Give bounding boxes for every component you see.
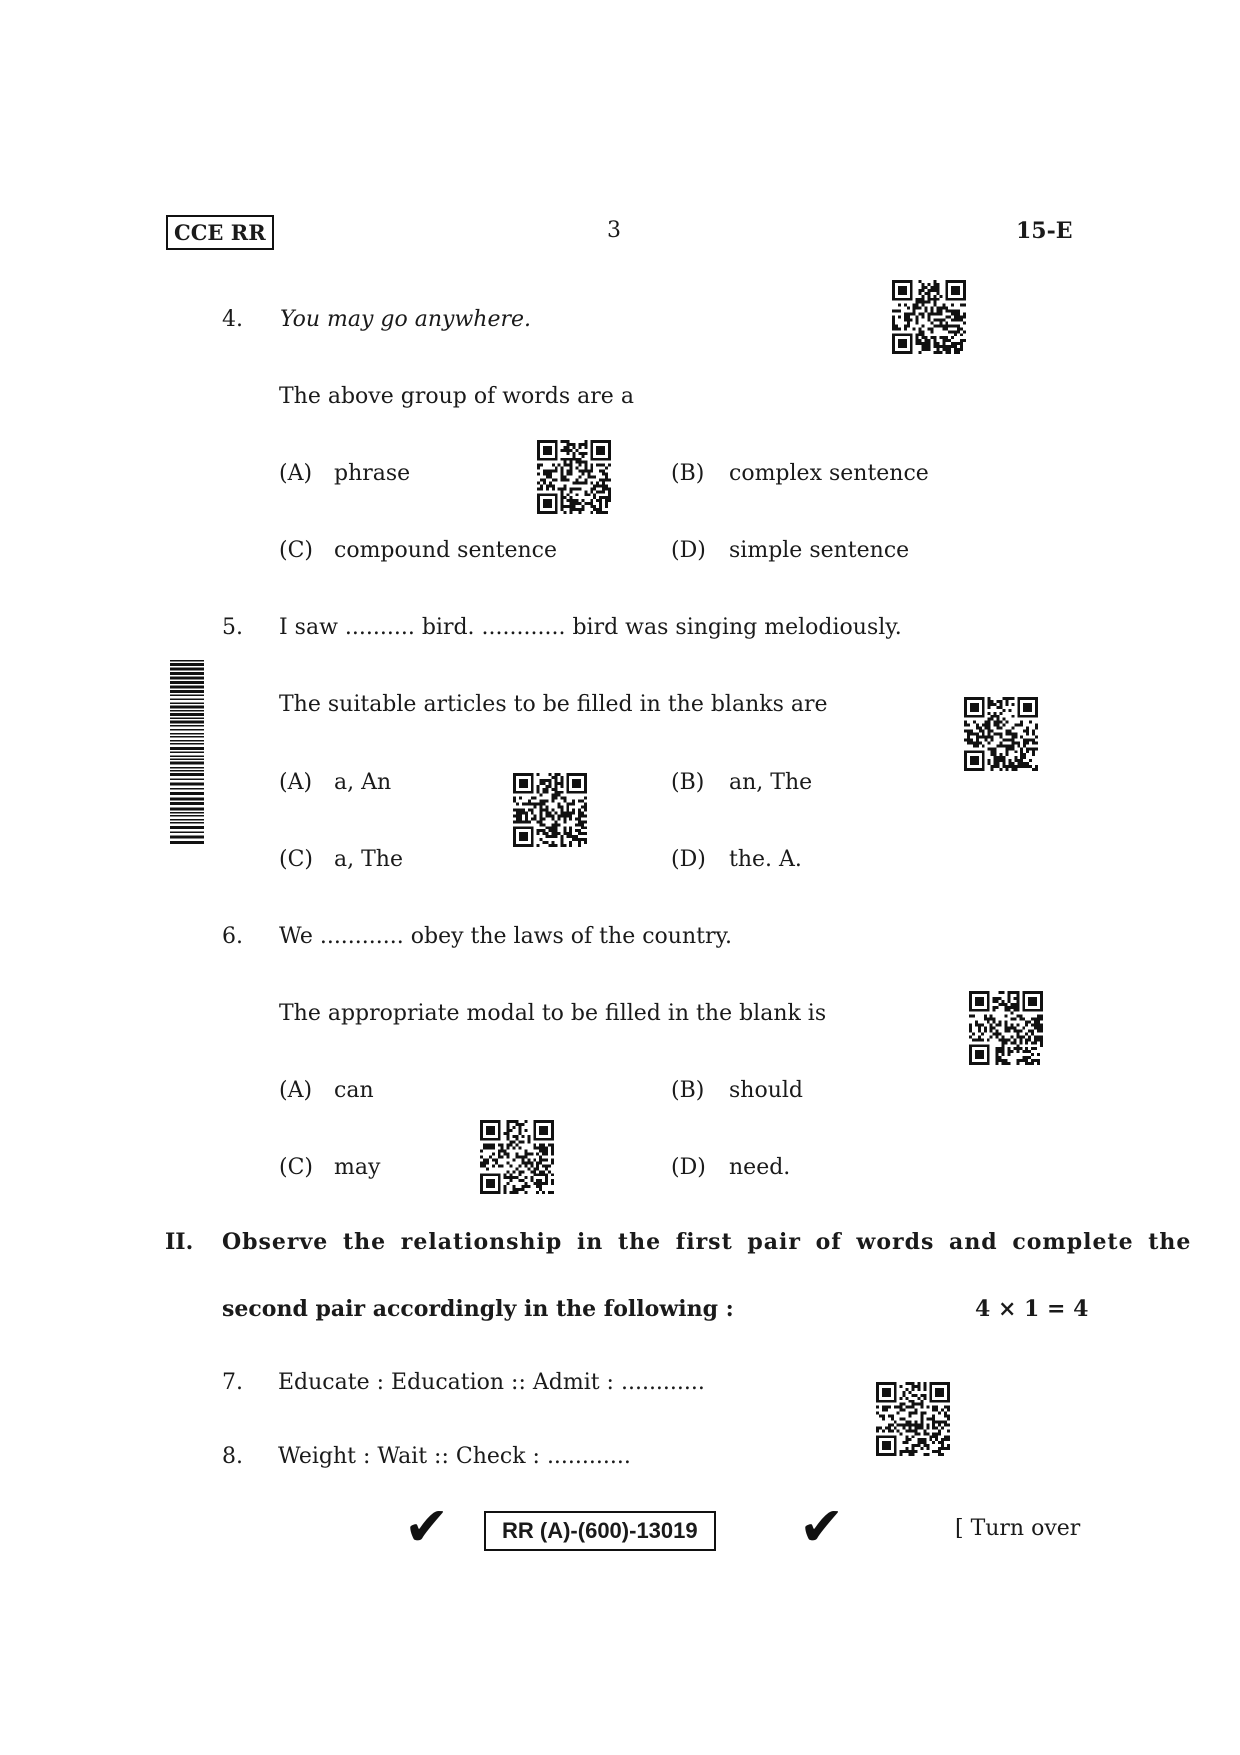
option-text: need. [729, 1155, 791, 1180]
header-right-code: 15-E [1016, 218, 1073, 244]
option-letter: (B) [671, 770, 705, 795]
option-text: can [334, 1078, 374, 1103]
qr-code-icon [480, 1120, 554, 1194]
section-instruction: second pair accordingly in the following : [222, 1296, 734, 1322]
question-number: 5. [222, 615, 243, 640]
option-letter: (D) [671, 538, 706, 563]
option-text: an, The [729, 770, 813, 795]
qr-code-icon [537, 440, 611, 514]
option-letter: (D) [671, 847, 706, 872]
option-letter: (D) [671, 1155, 706, 1180]
option-text: the. A. [729, 847, 802, 872]
section-numeral: II. [165, 1229, 194, 1255]
option-letter: (A) [279, 770, 313, 795]
turn-over-text: [ Turn over [955, 1516, 1081, 1541]
option-letter: (B) [671, 1078, 705, 1103]
option-text: complex sentence [729, 461, 929, 486]
option-text: should [729, 1078, 803, 1103]
qr-code-icon [892, 280, 966, 354]
qr-code-icon [876, 1382, 950, 1456]
question-prompt: The above group of words are a [279, 384, 634, 409]
option-letter: (A) [279, 461, 313, 486]
qr-code-icon [964, 697, 1038, 771]
checkmark-icon: ✔ [404, 1495, 450, 1558]
header-left-code: CCE RR [166, 215, 274, 250]
qr-code-icon [969, 991, 1043, 1065]
barcode [170, 660, 204, 845]
question-number: 4. [222, 307, 243, 332]
question-prompt: The appropriate modal to be filled in the blank is [279, 1001, 827, 1026]
analogy-item: Weight : Wait :: Check : ............ [278, 1444, 631, 1469]
question-prompt: The suitable articles to be filled in the blanks are [279, 692, 828, 717]
question-number: 7. [222, 1370, 243, 1395]
qr-code-graphic [876, 1382, 950, 1456]
qr-code-graphic [892, 280, 966, 354]
qr-code-graphic [537, 440, 611, 514]
qr-code-graphic [969, 991, 1043, 1065]
question-stem: We ............ obey the laws of the country. [279, 924, 732, 949]
option-text: compound sentence [334, 538, 558, 563]
option-letter: (B) [671, 461, 705, 486]
question-stem: You may go anywhere. [280, 307, 532, 332]
checkmark-icon: ✔ [799, 1495, 845, 1558]
question-stem: I saw .......... bird. ............ bird was singing melodiously. [279, 615, 902, 640]
option-text: a, The [334, 847, 403, 872]
qr-code-graphic [964, 697, 1038, 771]
option-letter: (C) [279, 1155, 313, 1180]
option-letter: (A) [279, 1078, 313, 1103]
option-text: may [334, 1155, 381, 1180]
footer-code: RR (A)-(600)-13019 [484, 1511, 716, 1551]
qr-code-graphic [480, 1120, 554, 1194]
option-letter: (C) [279, 538, 313, 563]
qr-code-graphic [513, 773, 587, 847]
qr-code-icon [513, 773, 587, 847]
question-number: 8. [222, 1444, 243, 1469]
option-text: phrase [334, 461, 411, 486]
analogy-item: Educate : Education :: Admit : ............ [278, 1370, 705, 1395]
section-instruction: Observe the relationship in the first pair of words and complete the [222, 1229, 1192, 1255]
page-number: 3 [607, 218, 621, 243]
question-number: 6. [222, 924, 243, 949]
option-letter: (C) [279, 847, 313, 872]
option-text: a, An [334, 770, 392, 795]
option-text: simple sentence [729, 538, 910, 563]
section-marks: 4 × 1 = 4 [975, 1296, 1089, 1322]
